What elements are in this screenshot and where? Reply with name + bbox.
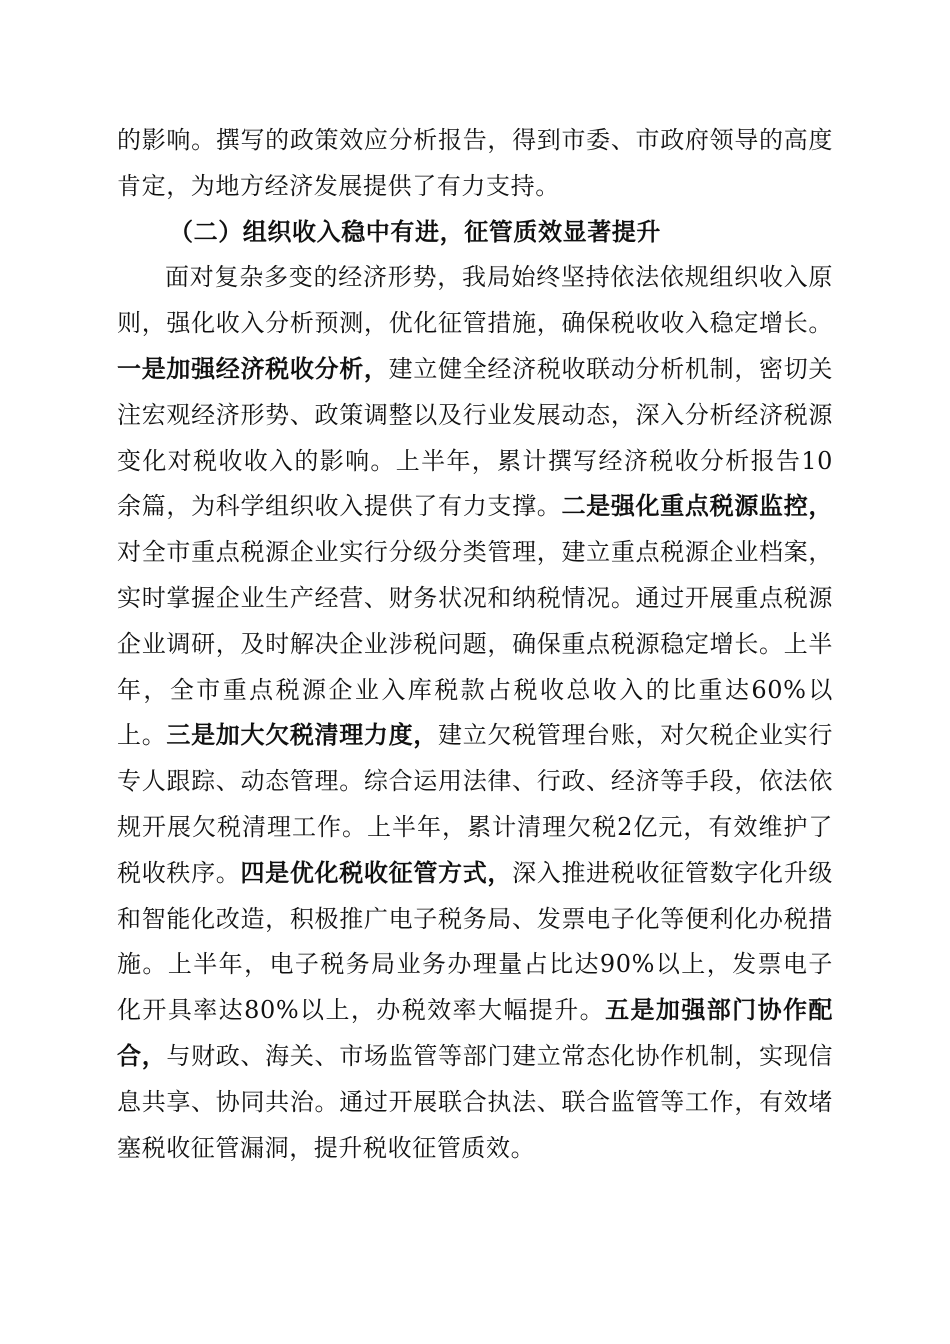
intro-text: 的影响。撰写的政策效应分析报告，得到市委、市政府领导的高度肯定，为地方经济发展提供了有力支持。 [117, 126, 833, 200]
document-body [117, 118, 833, 1171]
point-four-text: 深入推进税收征管数字化升级和智能化改造，积极推广电子税务局、发票电子化等便利化办税措施。上半年，电子税务局业务办理量占比达90%以上，发票电子化开具率达80%以上，办税效率大幅提升。 [117, 858, 833, 1025]
point-five-text: 与财政、海关、市场监管等部门建立常态化协作机制，实现信息共享、协同共治。通过开展联合执法、联合监管等工作，有效堵塞税收征管漏洞，提升税收征管质效。 [117, 1041, 833, 1162]
body-paragraph [117, 255, 833, 1171]
point-one-text: 建立健全经济税收联动分析机制，密切关注宏观经济形势、政策调整以及行业发展动态，深入分析经济税源变化对税收收入的影响。上半年，累计撰写经济税收分析报告10余篇，为科学组织收入提供了有力支撑。 [117, 354, 833, 521]
body-text-opening: 面对复杂多变的经济形势，我局始终坚持依法依规组织收入原则，强化收入分析预测，优化征管措施，确保税收收入稳定增长。 [117, 263, 833, 338]
point-two-heading: 二是强化重点税源监控， [561, 492, 833, 521]
point-one-heading: 一是加强经济税收分析， [117, 354, 389, 383]
point-four-heading: 四是优化税收征管方式， [240, 858, 513, 887]
intro-paragraph [117, 118, 833, 210]
point-two-text: 对全市重点税源企业实行分级分类管理，建立重点税源企业档案，实时掌握企业生产经营、财务状况和纳税情况。通过开展重点税源企业调研，及时解决企业涉税问题，确保重点税源稳定增长。上半年，全市重点税源企业入库税款占税收总收入的比重达60%以上。 [117, 538, 833, 750]
section-heading: （二）组织收入稳中有进，征管质效显著提升 [169, 217, 661, 246]
point-three-heading: 三是加大欠税清理力度， [166, 721, 439, 750]
point-three-text: 建立欠税管理台账，对欠税企业实行专人跟踪、动态管理。综合运用法律、行政、经济等手段，依法依规开展欠税清理工作。上半年，累计清理欠税2亿元，有效维护了税收秩序。 [117, 721, 833, 887]
point-five-heading: 五是加强部门协作配合， [117, 996, 834, 1070]
